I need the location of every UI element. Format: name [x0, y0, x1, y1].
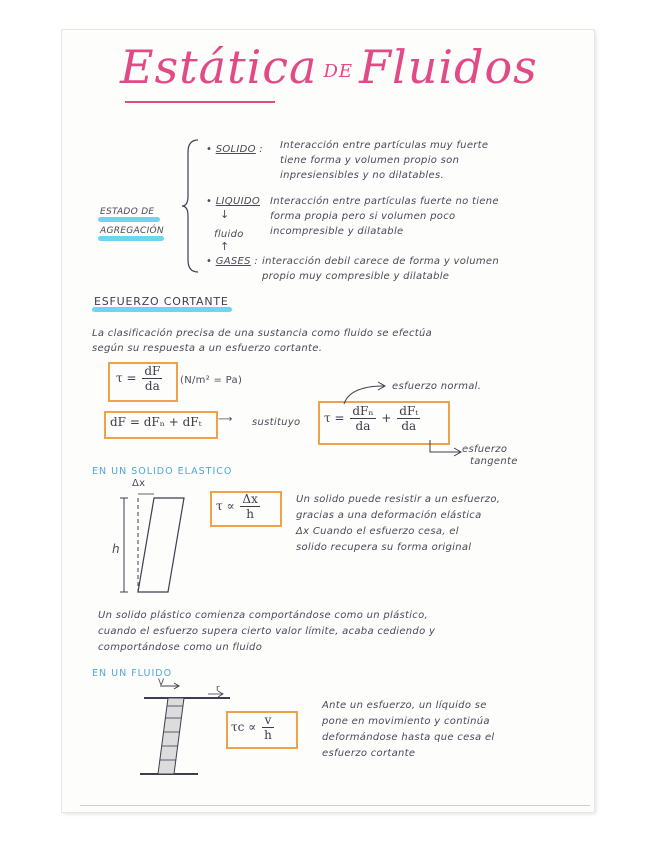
formula-3: [324, 404, 422, 433]
gases-row: • GASES :: [206, 256, 258, 267]
formula-2: dF = dFₙ + dFₜ: [110, 415, 202, 429]
solido-desc-1: Interacción entre partículas muy fuerte: [280, 140, 489, 151]
fluid-formula-den: h: [264, 728, 272, 742]
solido-row: • SOLIDO :: [206, 144, 263, 155]
shear-heading: ESFUERZO CORTANTE: [94, 295, 229, 308]
solido-desc-3: inpresiensibles y no dilatables.: [280, 170, 444, 181]
label-highlight-1: [98, 217, 160, 222]
arrow-to-normal: [340, 380, 390, 406]
formula-3-fraction-2: [397, 404, 420, 433]
formula-3-den-2: da: [401, 419, 417, 433]
solid-formula: [216, 492, 262, 521]
solid-text-3: Δx Cuando el esfuerzo cesa, el: [296, 526, 459, 537]
formula-1-den: da: [144, 379, 160, 393]
arrow-up-icon: ↑: [220, 240, 230, 253]
solido-term: SOLIDO: [215, 144, 256, 155]
gases-term: GASES: [215, 256, 251, 267]
esfuerzo-tangente-line-2: tangente: [470, 456, 518, 467]
title-word-1: Estática: [120, 40, 318, 94]
page-bottom-edge: [80, 805, 590, 806]
fluid-text-3: deformándose hasta que cesa el: [322, 732, 495, 743]
plastic-text-1: Un solido plástico comienza comportándose como un plástico,: [98, 610, 428, 621]
fluid-text-4: esfuerzo cortante: [322, 748, 416, 759]
gases-desc-1: interacción debil carece de forma y volumen: [262, 256, 499, 267]
plastic-text-3: comportándose como un fluido: [98, 642, 263, 653]
fluid-v-label: V: [158, 678, 165, 688]
arrow-down-icon: ↓: [220, 208, 230, 221]
label-highlight-2: [98, 236, 164, 241]
fluid-text-1: Ante un esfuerzo, un líquido se: [322, 700, 487, 711]
fluid-heading: EN UN FLUIDO: [92, 668, 173, 679]
formula-3-num-2: dFₜ: [399, 404, 419, 418]
gases-desc-2: propio muy compresible y dilatable: [262, 271, 450, 282]
fluid-deformation-diagram: [138, 680, 238, 780]
formula-3-fraction-1: [350, 404, 375, 433]
title-de: DE: [323, 60, 354, 82]
states-label-line-1: ESTADO DE: [100, 207, 155, 217]
solid-formula-fraction: [240, 492, 259, 521]
fluid-formula-num: v: [262, 713, 274, 728]
solid-h-label: h: [112, 542, 120, 556]
solid-formula-den: h: [246, 507, 254, 521]
arrow-right-icon: ⟶: [218, 414, 233, 425]
liquido-term: LIQUIDO: [215, 196, 261, 207]
fluido-label: fluido: [214, 229, 244, 240]
shear-intro-2: según su respuesta a un esfuerzo cortante.: [92, 343, 323, 354]
solid-formula-lhs: τ ∝: [216, 499, 235, 513]
solid-heading: EN UN SOLIDO ELASTICO: [92, 466, 233, 477]
liquido-desc-1: Interacción entre partículas fuerte no tiene: [270, 196, 499, 207]
solid-text-2: gracias a una deformación elástica: [296, 510, 482, 521]
title-word-2: Fluidos: [359, 40, 538, 94]
shear-intro-1: La clasificación precisa de una sustancia como fluido se efectúa: [92, 328, 433, 339]
formula-3-lhs: τ =: [324, 411, 345, 425]
fluid-formula-lhs: τc ∝: [231, 720, 257, 734]
curly-brace: [180, 138, 202, 274]
liquido-row: • LIQUIDO: [206, 196, 261, 207]
formula-3-plus: +: [381, 411, 392, 425]
esfuerzo-tangente-line-1: esfuerzo: [462, 444, 508, 455]
liquido-desc-2: forma propia pero si volumen poco: [270, 211, 456, 222]
sustituyo-label: sustituyo: [252, 417, 301, 428]
fluid-y-label: r: [216, 684, 221, 694]
solid-dx-label: Δx: [132, 478, 146, 489]
solido-desc-2: tiene forma y volumen propio son: [280, 155, 460, 166]
formula-1-fraction: [142, 364, 162, 393]
formula-1-units: (N/m² = Pa): [180, 375, 243, 386]
fluid-text-2: pone en movimiento y continúa: [322, 716, 490, 727]
page-title: [120, 40, 538, 94]
solid-deformation-diagram: [110, 488, 190, 600]
solid-text-4: solido recupera su forma original: [296, 542, 472, 553]
solid-formula-num: Δx: [242, 492, 258, 506]
formula-1-lhs: τ =: [116, 371, 137, 385]
formula-3-num-1: dFₙ: [352, 404, 374, 418]
liquido-desc-3: incompresible y dilatable: [270, 226, 404, 237]
solid-text-1: Un solido puede resistir a un esfuerzo,: [296, 494, 501, 505]
formula-1-num: dF: [144, 364, 161, 378]
plastic-text-2: cuando el esfuerzo supera cierto valor límite, acaba cediendo y: [98, 626, 436, 637]
title-underline: [125, 101, 275, 103]
fluid-formula: [231, 713, 276, 742]
states-label-line-2: AGREGACIÓN: [100, 226, 164, 236]
fluid-formula-fraction: [262, 713, 274, 742]
esfuerzo-normal-label: esfuerzo normal.: [392, 381, 482, 392]
formula-3-den-1: da: [355, 419, 371, 433]
arrow-to-tangente: [428, 438, 464, 460]
formula-1: [116, 364, 164, 393]
